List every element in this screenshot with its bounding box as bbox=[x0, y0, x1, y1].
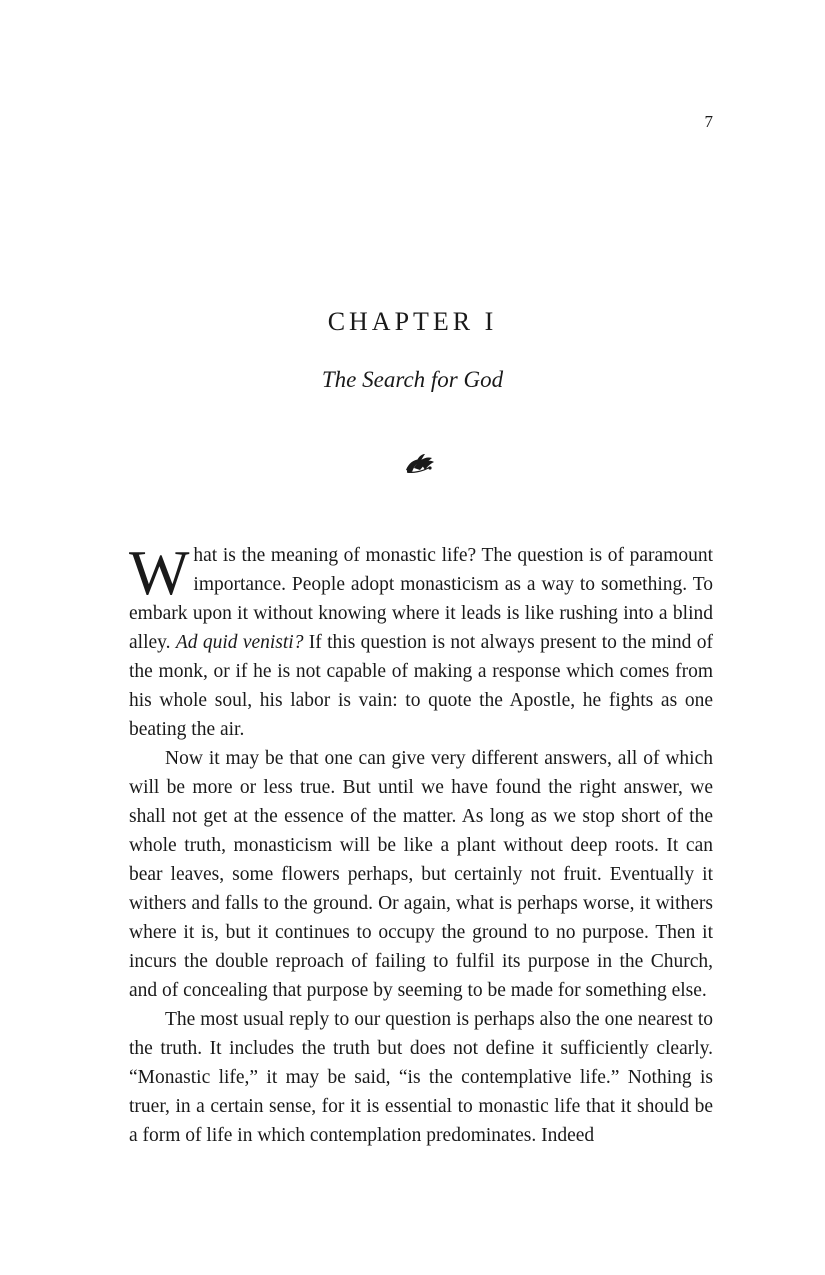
paragraph-3: The most usual reply to our question is perhaps also the one nearest to the truth. It includes the truth but does not define it sufficiently clearly. “Monastic life,” it may be said, “is the contemplative life.” Nothing is truer, in a certain sense, for it is essential to monastic life that it should be a form of life in which contemplation predominates. Indeed bbox=[129, 1009, 713, 1146]
paragraph-1 bbox=[129, 537, 713, 744]
chapter-heading: CHAPTER I bbox=[327, 307, 498, 336]
paragraph-1-text-a: hat is the meaning of monastic life? The question is of paramount importance. People adopt monasticism as a way to something. To embark upon it without knowing where it leads is like rushing into a blind alley. bbox=[129, 545, 713, 653]
body-text bbox=[129, 537, 713, 1150]
drop-cap: W bbox=[129, 537, 190, 608]
chapter-title: The Search for God bbox=[321, 367, 504, 392]
latin-phrase: Ad quid venisti? bbox=[175, 632, 304, 653]
floral-ornament-icon bbox=[400, 448, 440, 478]
paragraph-1-text-b: If this question is not always present to the mind of the monk, or if he is not capable of making a response which comes from his whole soul, his labor is vain: to quote the Apostle, he fights as one beating the air. bbox=[129, 632, 713, 740]
paragraph-2: Now it may be that one can give very different answers, all of which will be more or less true. But until we have found the right answer, we shall not get at the essence of the matter. As long as we stop short of the whole truth, monasticism will be like a plant without deep roots. It can bear leaves, some flowers perhaps, but certainly not fruit. Eventually it withers and falls to the ground. Or again, what is perhaps worse, it withers where it is, but it continues to occupy the ground to no purpose. Then it incurs the double reproach of failing to fulfil its purpose in the Church, and of concealing that purpose by seeming to be made for something else. bbox=[129, 748, 713, 1001]
page-number: 7 bbox=[704, 112, 713, 131]
